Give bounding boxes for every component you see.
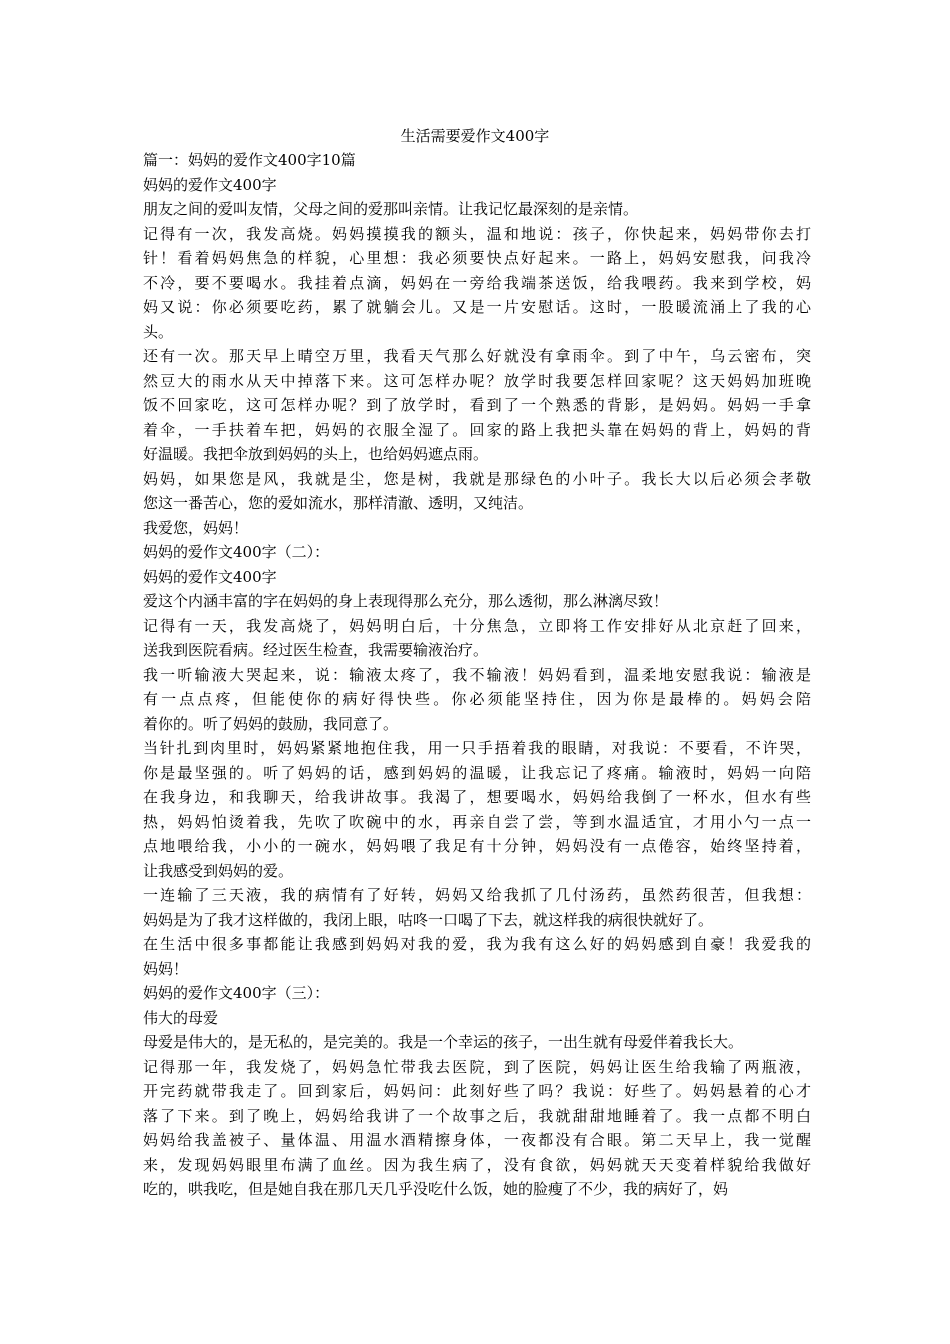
paragraph	[143, 1006, 811, 1031]
paragraph-line: 落了下来。到了晚上，妈妈给我讲了一个故事之后，我就甜甜地睡着了。我一点都不明白	[143, 1106, 811, 1125]
paragraph-line: 送我到医院看病。经过医生检查，我需要输液治疗。	[143, 641, 489, 659]
paragraph-line: 点地喂给我，小小的一碗水，妈妈喂了我足有十分钟，妈妈没有一点倦容，始终坚持着，	[143, 837, 811, 855]
paragraph-line: 当针扎到肉里时，妈妈紧紧地抱住我，用一只手捂着我的眼睛，对我说：不要看，不许哭，	[143, 739, 811, 757]
paragraph-line: 针！看着妈妈焦急的样貌，心里想：我必须要快点好起来。一路上，妈妈安慰我，问我冷	[143, 249, 811, 267]
paragraph-line: 好温暖。我把伞放到妈妈的头上，也给妈妈遮点雨。	[143, 445, 489, 463]
paragraph	[143, 222, 811, 345]
paragraph	[143, 663, 811, 737]
paragraph-line: 记得有一次，我发高烧。妈妈摸摸我的额头，温和地说：孩子，你快起来，妈妈带你去打	[143, 224, 811, 243]
paragraph-line: 着你的。听了妈妈的鼓励，我同意了。	[143, 714, 399, 733]
paragraph	[143, 540, 811, 565]
paragraph	[143, 516, 811, 541]
document-title: 生活需要爱作文400字	[400, 127, 550, 145]
paragraph-line: 妈妈的爱作文400字	[143, 567, 277, 586]
paragraph-line: 然豆大的雨水从天中掉落下来。这可怎样办呢？放学时我要怎样回家呢？这天妈妈加班晚	[143, 371, 811, 390]
paragraph	[143, 467, 811, 516]
paragraph-line: 您这一番苦心，您的爱如流水，那样清澈、透明，又纯洁。	[143, 494, 534, 512]
paragraph-line: 妈妈的爱作文400字（三）：	[143, 984, 330, 1002]
paragraph-line: 妈妈！	[143, 959, 189, 978]
paragraph-line: 朋友之间的爱叫友情，父母之间的爱那叫亲情。让我记忆最深刻的是亲情。	[143, 200, 639, 218]
paragraph-line: 妈妈给我盖被子、量体温、用温水酒精擦身体，一夜都没有合眼。第二天早上，我一觉醒	[143, 1131, 811, 1149]
paragraph-line: 吃的，哄我吃，但是她自我在那几天几乎没吃什么饭，她的脸瘦了不少，我的病好了，妈	[143, 1180, 729, 1198]
paragraph-line: 记得那一年，我发烧了，妈妈急忙带我去医院，到了医院，妈妈让医生给我输了两瓶液，	[143, 1057, 811, 1076]
paragraph-line: 让我感受到妈妈的爱。	[143, 861, 294, 880]
paragraph-line: 伟大的母爱	[143, 1008, 219, 1027]
paragraph-line: 我爱您，妈妈！	[143, 518, 249, 537]
paragraph-line: 我一听输液大哭起来，说：输液太疼了，我不输液！妈妈看到，温柔地安慰我说：输液是	[143, 665, 811, 684]
paragraph	[143, 1055, 811, 1202]
paragraph	[143, 173, 811, 198]
paragraph-line: 有一点点疼，但能使你的病好得快些。你必须能坚持住，因为你是最棒的。妈妈会陪	[143, 690, 811, 708]
paragraph-line: 妈妈的爱作文400字	[143, 175, 277, 194]
paragraph	[143, 197, 811, 222]
paragraph	[143, 736, 811, 883]
paragraph-line: 妈又说：你必须要吃药，累了就躺会儿。又是一片安慰话。这时，一股暖流涌上了我的心	[143, 298, 811, 316]
paragraph	[143, 614, 811, 663]
paragraph-line: 开完药就带我走了。回到家后，妈妈问：此刻好些了吗？我说：好些了。妈妈悬着的心才	[143, 1082, 811, 1100]
paragraph-line: 妈妈，如果您是风，我就是尘，您是树，我就是那绿色的小叶子。我长大以后必须会孝敬	[143, 469, 811, 488]
paragraph-line: 一连输了三天液，我的病情有了好转，妈妈又给我抓了几付汤药，虽然药很苦，但我想：	[143, 886, 811, 904]
paragraph	[143, 981, 811, 1006]
paragraph-line: 还有一次。那天早上晴空万里，我看天气那么好就没有拿雨伞。到了中午，乌云密布，突	[143, 347, 811, 365]
paragraph-line: 妈妈的爱作文400字（二）：	[143, 543, 330, 561]
paragraph-line: 在我身边，和我聊天，给我讲故事。我渴了，想要喝水，妈妈给我倒了一杯水，但水有些	[143, 788, 811, 806]
paragraph-line: 不冷，要不要喝水。我挂着点滴，妈妈在一旁给我端茶送饭，给我喂药。我来到学校，妈	[143, 273, 811, 292]
paragraph	[143, 589, 811, 614]
paragraph-line: 头。	[143, 322, 174, 341]
paragraph	[143, 932, 811, 981]
paragraph	[143, 344, 811, 467]
paragraph-line: 记得有一天，我发高烧了，妈妈明白后，十分焦急，立即将工作安排好从北京赶了回来，	[143, 616, 811, 635]
paragraph-line: 饭不回家吃，这可怎样办呢？到了放学时，看到了一个熟悉的背影，是妈妈。妈妈一手拿	[143, 396, 811, 414]
paragraph	[143, 565, 811, 590]
paragraph	[143, 883, 811, 932]
document-body	[143, 148, 811, 1202]
paragraph-line: 在生活中很多事都能让我感到妈妈对我的爱，我为我有这么好的妈妈感到自豪！我爱我的	[143, 935, 811, 953]
paragraph	[143, 1030, 811, 1055]
paragraph-line: 篇一：妈妈的爱作文400字10篇	[143, 151, 356, 169]
paragraph-line: 母爱是伟大的，是无私的，是完美的。我是一个幸运的孩子，一出生就有母爱伴着我长大。	[143, 1033, 744, 1051]
paragraph-line: 着伞，一手扶着车把，妈妈的衣服全湿了。回家的路上我把头靠在妈妈的背上，妈妈的背	[143, 420, 811, 439]
paragraph-line: 妈妈是为了我才这样做的，我闭上眼，咕咚一口喝了下去，就这样我的病很快就好了。	[143, 910, 714, 929]
paragraph-line: 你是最坚强的。听了妈妈的话，感到妈妈的温暖，让我忘记了疼痛。输液时，妈妈一向陪	[143, 763, 811, 782]
paragraph-line: 来，发现妈妈眼里布满了血丝。因为我生病了，没有食欲，妈妈就天天变着样貌给我做好	[143, 1155, 811, 1174]
paragraph-line: 热，妈妈怕烫着我，先吹了吹碗中的水，再亲自尝了尝，等到水温适宜，才用小勺一点一	[143, 812, 811, 831]
paragraph-line: 爱这个内涵丰富的字在妈妈的身上表现得那么充分，那么透彻，那么淋漓尽致！	[143, 592, 669, 610]
paragraph	[143, 148, 811, 173]
